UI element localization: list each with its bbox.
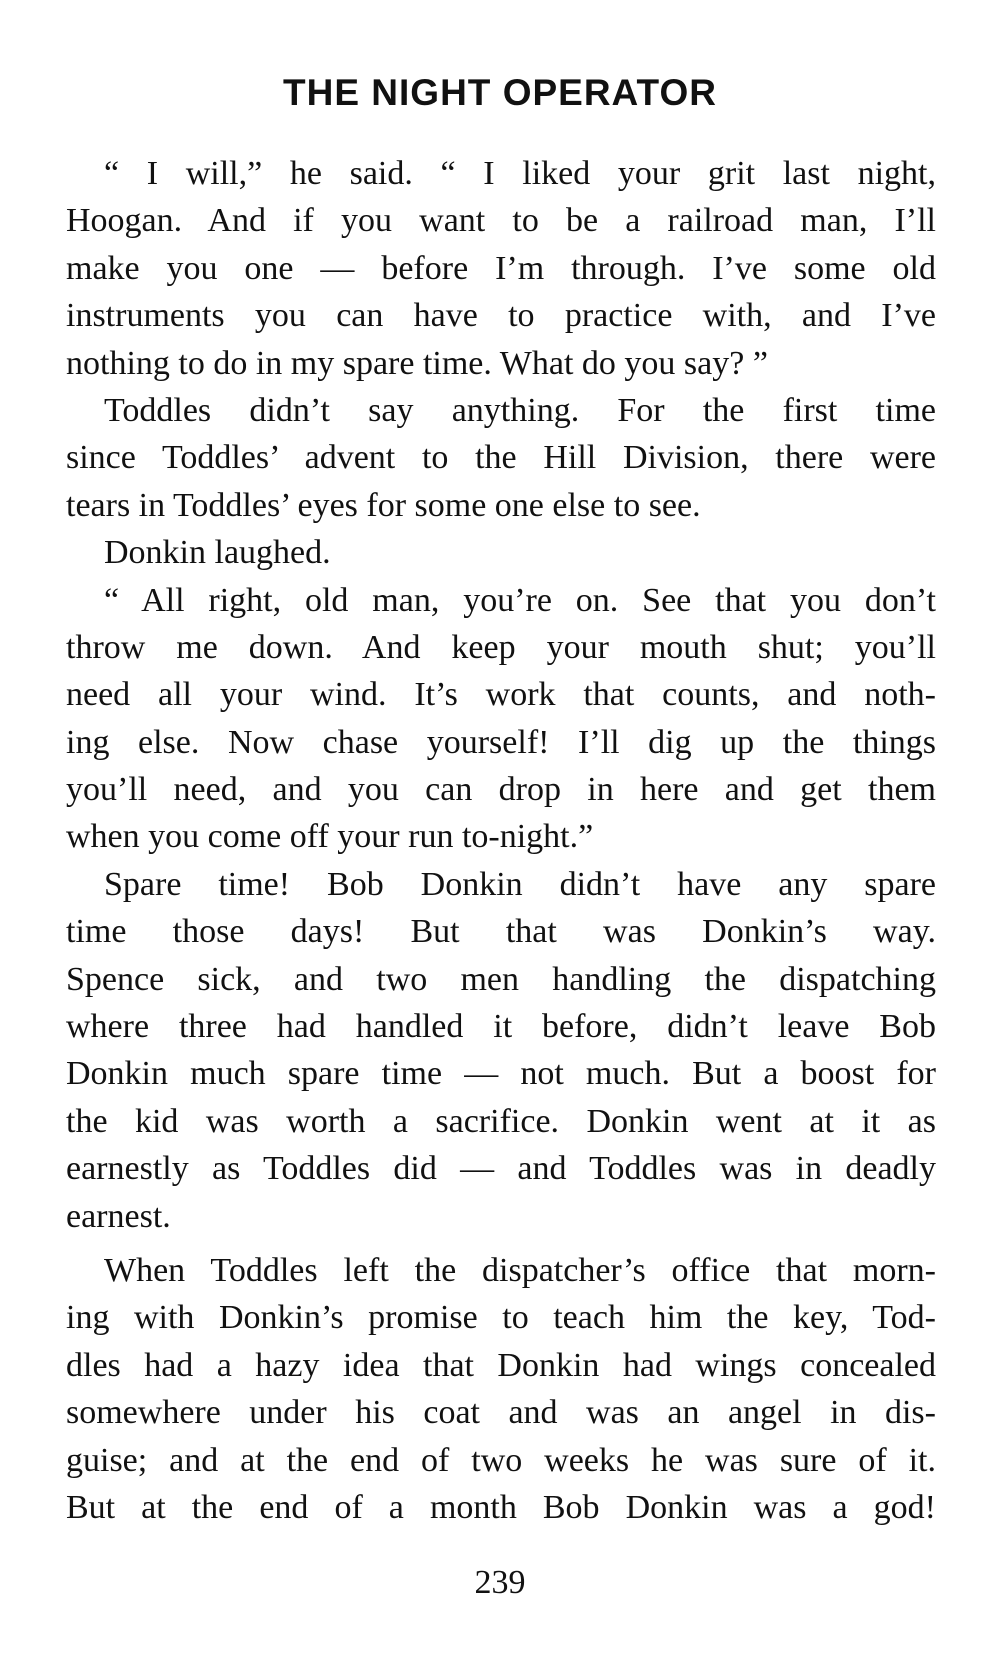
text-line: dles had a hazy idea that Donkin had wings concealed <box>66 1346 936 1384</box>
text-line: somewhere under his coat and was an angel in dis- <box>66 1394 936 1432</box>
text-line: “ All right, old man, you’re on. See that you don’t <box>104 581 936 619</box>
text-line: Donkin laughed. <box>104 534 331 572</box>
body-text <box>66 150 936 1531</box>
running-head: THE NIGHT OPERATOR <box>283 72 717 113</box>
text-line: you’ll need, and you can drop in here and get them <box>66 771 936 809</box>
text-line: guise; and at the end of two weeks he was sure of it. <box>66 1441 936 1479</box>
text-line: Spare time! Bob Donkin didn’t have any spare <box>104 865 936 903</box>
text-line: When Toddles left the dispatcher’s office that morn- <box>104 1251 936 1289</box>
text-line: need all your wind. It’s work that counts, and noth- <box>66 676 936 714</box>
text-line: throw me down. And keep your mouth shut; you’ll <box>66 628 936 666</box>
text-line: the kid was worth a sacrifice. Donkin went at it as <box>66 1102 936 1140</box>
page-number: 239 <box>474 1564 526 1601</box>
text-line: Hoogan. And if you want to be a railroad man, I’ll <box>66 202 936 240</box>
text-line: “ I will,” he said. “ I liked your grit last night, <box>104 155 936 192</box>
text-line: where three had handled it before, didn’t leave Bob <box>66 1008 936 1046</box>
text-line: make you one — before I’m through. I’ve some old <box>66 249 936 287</box>
text-line: Donkin much spare time — not much. But a boost for <box>66 1055 936 1093</box>
text-line: ing else. Now chase yourself! I’ll dig up the things <box>66 723 936 761</box>
text-line: earnestly as Toddles did — and Toddles was in deadly <box>66 1150 936 1188</box>
text-line: when you come off your run to-night.” <box>66 818 594 856</box>
text-line: since Toddles’ advent to the Hill Division, there were <box>66 439 936 477</box>
text-line: time those days! But that was Donkin’s way. <box>66 913 936 951</box>
text-line: nothing to do in my spare time. What do you say? ” <box>66 344 768 382</box>
text-line: But at the end of a month Bob Donkin was a god! <box>66 1488 936 1526</box>
text-line: Spence sick, and two men handling the dispatching <box>66 960 936 998</box>
text-line: instruments you can have to practice with, and I’ve <box>66 297 936 335</box>
text-line: ing with Donkin’s promise to teach him the key, Tod- <box>66 1299 936 1337</box>
text-line: earnest. <box>66 1197 171 1235</box>
text-line: Toddles didn’t say anything. For the first time <box>104 391 936 429</box>
text-line: tears in Toddles’ eyes for some one else to see. <box>66 486 701 524</box>
